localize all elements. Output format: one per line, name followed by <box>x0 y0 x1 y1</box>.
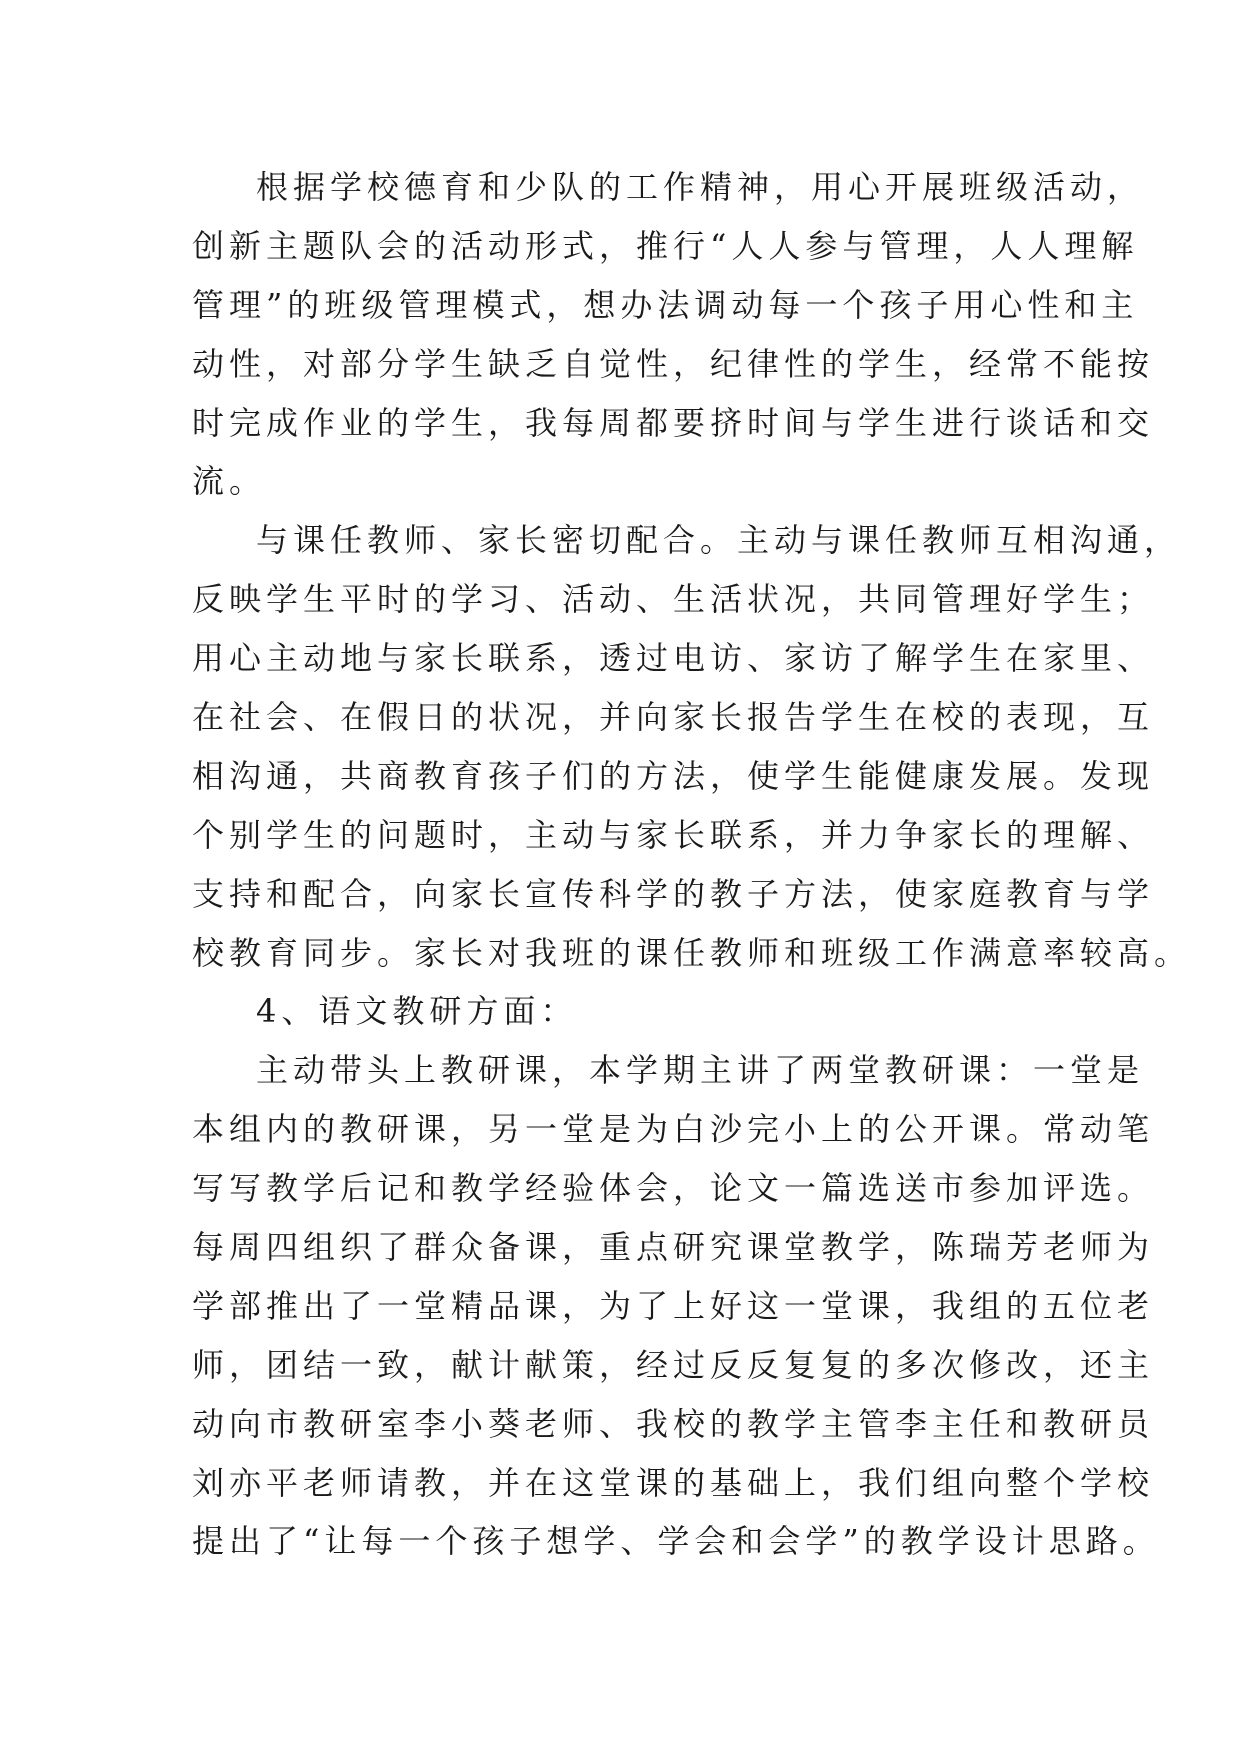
text-line: 流。 <box>192 462 267 501</box>
paragraph-parent-cooperation <box>192 511 1192 982</box>
text-line: 写写教学后记和教学经验体会，论文一篇选送市参加评选。 <box>192 1169 1155 1208</box>
text-line: 每周四组织了群众备课，重点研究课堂教学，陈瑞芳老师为 <box>192 1228 1155 1267</box>
text-line: 师，团结一致，献计献策，经过反反复复的多次修改，还主 <box>192 1345 1155 1384</box>
document-body <box>192 158 1192 1571</box>
text-line: 管理”的班级管理模式，想办法调动每一个孩子用心性和主 <box>192 285 1139 324</box>
text-line: 在社会、在假日的状况，并向家长报告学生在校的表现，互 <box>192 698 1155 737</box>
text-line: 用心主动地与家长联系，透过电访、家访了解学生在家里、 <box>192 639 1155 678</box>
text-line: 动性，对部分学生缺乏自觉性，纪律性的学生，经常不能按 <box>192 344 1155 383</box>
section-heading-teaching-research <box>192 982 1062 1041</box>
text-line: 提出了“让每一个孩子想学、学会和会学”的教学设计思路。 <box>192 1522 1160 1561</box>
text-line: 学部推出了一堂精品课，为了上好这一堂课，我组的五位老 <box>192 1286 1155 1325</box>
text-line: 主动带头上教研课，本学期主讲了两堂教研课：一堂是 <box>256 1051 1145 1090</box>
text-line: 相沟通，共商教育孩子们的方法，使学生能健康发展。发现 <box>192 756 1155 795</box>
text-line: 校教育同步。家长对我班的课任教师和班级工作满意率较高。 <box>192 933 1192 972</box>
text-line: 时完成作业的学生，我每周都要挤时间与学生进行谈话和交 <box>192 403 1155 442</box>
text-line: 动向市教研室李小葵老师、我校的教学主管李主任和教研员 <box>192 1404 1155 1443</box>
text-line: 个别学生的问题时，主动与家长联系，并力争家长的理解、 <box>192 815 1155 854</box>
text-line: 创新主题队会的活动形式，推行“人人参与管理，人人理解 <box>192 226 1139 265</box>
text-line: 根据学校德育和少队的工作精神，用心开展班级活动， <box>256 168 1145 206</box>
text-line: 与课任教师、家长密切配合。主动与课任教师互相沟通， <box>256 521 1182 560</box>
paragraph-teaching-research <box>192 1041 1160 1571</box>
text-line: 刘亦平老师请教，并在这堂课的基础上，我们组向整个学校 <box>192 1463 1155 1502</box>
text-line: 反映学生平时的学习、活动、生活状况，共同管理好学生； <box>192 580 1155 619</box>
text-line: 支持和配合，向家长宣传科学的教子方法，使家庭教育与学 <box>192 874 1155 913</box>
section-heading: 4、语文教研方面： <box>256 992 578 1031</box>
text-line: 本组内的教研课，另一堂是为白沙完小上的公开课。常动笔 <box>192 1110 1155 1149</box>
paragraph-class-activities <box>192 158 1155 511</box>
